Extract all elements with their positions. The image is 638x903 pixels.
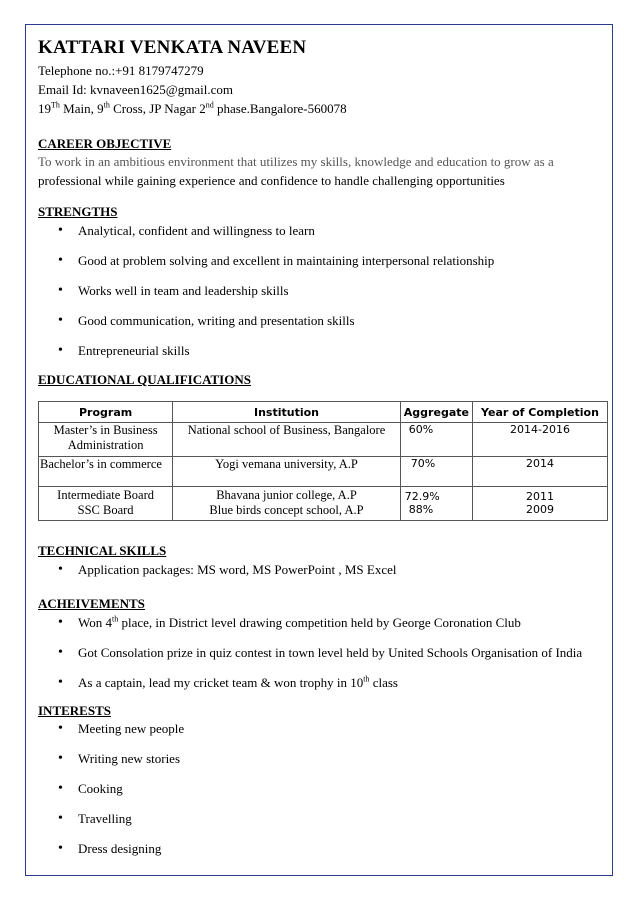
column-header: Year of Completion <box>472 402 607 423</box>
section-heading: CAREER OBJECTIVE <box>38 136 172 151</box>
list-item: • Got Consolation prize in quiz contest in town level held by United Schools Organisation of India <box>38 645 608 661</box>
email: Email Id: kvnaveen1625@gmail.com <box>38 82 234 97</box>
table-row <box>39 503 608 521</box>
list-item: • Dress designing <box>38 841 608 857</box>
strengths-section <box>38 204 608 359</box>
column-header: Aggregate <box>400 402 472 423</box>
technical-skills-list <box>38 562 608 578</box>
candidate-name: KATTARI VENKATA NAVEEN <box>38 37 307 58</box>
year-cell: 2009 <box>472 503 607 521</box>
list-item: • As a captain, lead my cricket team & won trophy in 10th class <box>38 675 608 691</box>
table-header-row <box>39 402 608 423</box>
program-cell: Bachelor’s in commerce <box>39 457 173 487</box>
program-cell: SSC Board <box>39 503 173 521</box>
interests-list <box>38 721 608 857</box>
section-heading: INTERESTS <box>38 703 111 718</box>
list-item: • Won 4th place, in District level drawing competition held by George Coronation Club <box>38 615 608 631</box>
table-row <box>39 487 608 503</box>
table-row <box>39 423 608 457</box>
list-item: • Analytical, confident and willingness to learn <box>38 223 608 239</box>
strengths-list <box>38 223 608 359</box>
list-item: • Entrepreneurial skills <box>38 343 608 359</box>
address: 19Th Main, 9th Cross, JP Nagar 2nd phase.Bangalore-560078 <box>38 100 347 116</box>
institution-cell: Blue birds concept school, A.P <box>173 503 401 521</box>
section-heading: STRENGTHS <box>38 204 118 219</box>
list-item: • Meeting new people <box>38 721 608 737</box>
aggregate-cell: 72.9% <box>400 487 472 503</box>
achievements-section <box>38 596 608 691</box>
list-item: • Good at problem solving and excellent in maintaining interpersonal relationship <box>38 253 608 269</box>
list-item: • Good communication, writing and presentation skills <box>38 313 608 329</box>
table-row <box>39 457 608 487</box>
achievements-list <box>38 615 608 691</box>
column-header: Program <box>39 402 173 423</box>
section-heading: EDUCATIONAL QUALIFICATIONS <box>38 372 251 387</box>
aggregate-cell: 70% <box>400 457 472 487</box>
list-item: • Cooking <box>38 781 608 797</box>
education-table <box>38 401 608 521</box>
aggregate-cell: 88% <box>400 503 472 521</box>
year-cell: 2011 <box>472 487 607 503</box>
aggregate-cell: 60% <box>400 423 472 457</box>
section-heading: ACHEIVEMENTS <box>38 596 145 611</box>
column-header: Institution <box>173 402 401 423</box>
interests-section <box>38 703 608 857</box>
institution-cell: Bhavana junior college, A.P <box>173 487 401 503</box>
objective-text: To work in an ambitious environment that utilizes my skills, knowledge and education to grow as a professional while gaining experience and confidence to handle challenging opportunities <box>38 154 554 188</box>
education-section <box>38 372 608 521</box>
career-objective-section <box>38 136 608 190</box>
technical-skills-section <box>38 543 608 578</box>
institution-cell: National school of Business, Bangalore <box>173 423 401 457</box>
list-item: • Works well in team and leadership skills <box>38 283 608 299</box>
program-cell: Intermediate Board <box>39 487 173 503</box>
telephone: Telephone no.:+91 8179747279 <box>38 63 204 78</box>
year-cell: 2014-2016 <box>472 423 607 457</box>
list-item: • Travelling <box>38 811 608 827</box>
resume <box>38 36 608 857</box>
list-item: • Application packages: MS word, MS PowerPoint , MS Excel <box>38 562 608 578</box>
program-cell: Master’s in Business Administration <box>39 423 173 457</box>
header <box>38 36 608 118</box>
section-heading: TECHNICAL SKILLS <box>38 543 167 558</box>
institution-cell: Yogi vemana university, A.P <box>173 457 401 487</box>
year-cell: 2014 <box>472 457 607 487</box>
list-item: • Writing new stories <box>38 751 608 767</box>
